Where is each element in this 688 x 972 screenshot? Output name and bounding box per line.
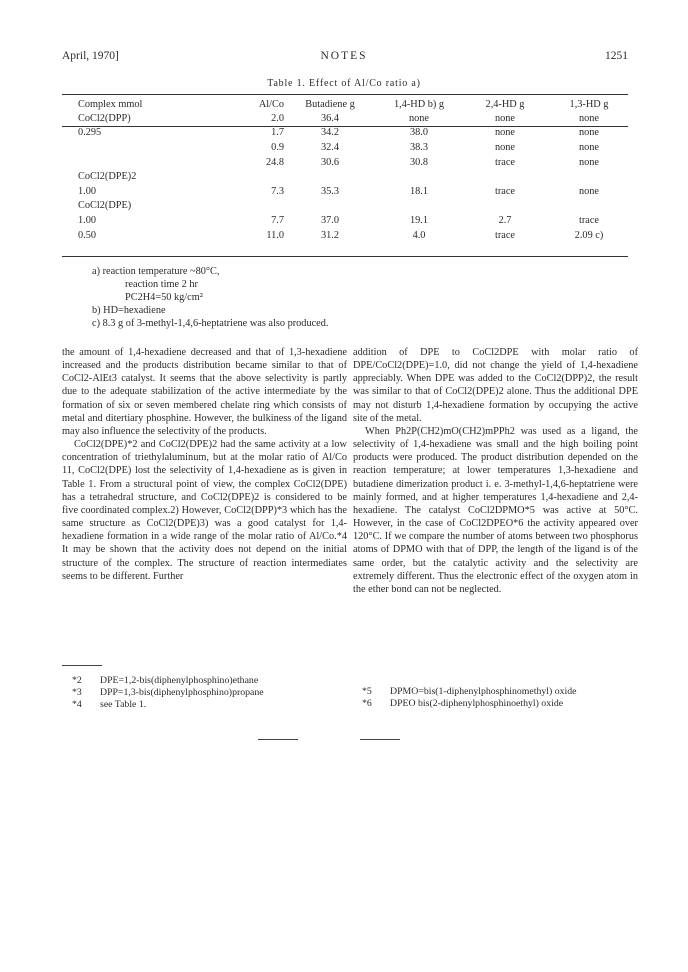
cell-butadiene: 31.2	[320, 229, 340, 241]
footnote-4: *4 see Table 1.	[72, 699, 147, 711]
cell-complex: 0.295	[78, 127, 102, 139]
results-table	[78, 97, 630, 242]
cell-24hd: none	[494, 112, 515, 124]
cell-24hd	[462, 199, 548, 214]
footnote-2: *2 DPE=1,2-bis(diphenylphosphino)ethane	[72, 675, 259, 686]
cell-butadiene	[284, 169, 376, 184]
cell-14hd: 18.1	[409, 185, 429, 197]
table-body	[78, 111, 630, 242]
cell-butadiene: 36.4	[320, 112, 340, 124]
page-end-rule-right	[360, 739, 400, 740]
note-a-line3: PC2H4=50 kg/cm²	[125, 292, 203, 303]
cell-alco: 1.7	[271, 127, 284, 139]
col-header-24hd: 2,4-HD g	[485, 98, 525, 110]
cell-13hd: trace	[578, 214, 599, 226]
cell-complex: 0.50	[78, 229, 97, 241]
table-row	[78, 199, 630, 214]
page-end-rule-left	[258, 739, 298, 740]
cell-13hd: none	[578, 156, 599, 168]
col-header-butadiene: Butadiene g	[305, 98, 355, 110]
cell-alco: 24.8	[265, 156, 284, 168]
left-footnote-rule	[62, 665, 102, 666]
cell-24hd: trace	[494, 229, 515, 241]
table-bottom-rule	[62, 256, 628, 257]
cell-13hd: none	[578, 185, 599, 197]
table-header-rule	[62, 126, 628, 127]
cell-24hd: none	[494, 127, 515, 139]
cell-butadiene	[284, 199, 376, 214]
left-paragraph-2: CoCl2(DPE)*2 and CoCl2(DPE)2 had the same activity at a low concentration of triethylaluminum, but at the molar ratio of Al/Co 11, CoCl2(DPE) lost the selectivity of 1,4-hexadiene as is given in Table 1. From a structural point of view, the complex CoCl2(DPE) has a tetrahedral structure, and CoCl2(DPE)2 is considered to be five coordinated complex.2) However, CoCl2(DPP)*3 which has the same structure as CoCl2(DPE)3) was a good catalyst for 1,4-hexadiene formation in a wide range of the molar ratio of Al/Co.*4 It may be shown that the activity does not depend on the initial structure of the complex. The structure of reaction intermediates seems to be different. Further	[62, 439, 347, 582]
cell-complex	[78, 155, 192, 170]
cell-complex	[78, 140, 192, 155]
cell-24hd: trace	[494, 185, 515, 197]
cell-alco	[192, 169, 284, 184]
cell-alco: 0.9	[271, 141, 284, 153]
running-header-left: April, 1970]	[62, 50, 119, 62]
table-row	[78, 126, 630, 141]
cell-14hd	[376, 199, 462, 214]
note-a-line1: a) reaction temperature ~80°C,	[92, 266, 220, 277]
cell-butadiene: 32.4	[320, 141, 340, 153]
cell-butadiene: 35.3	[320, 185, 340, 197]
table-top-rule	[62, 94, 628, 95]
cell-alco: 7.7	[271, 214, 284, 226]
table-caption: Table 1. Effect of Al/Co ratio a)	[267, 78, 421, 89]
footnote-3: *3 DPP=1,3-bis(diphenylphosphino)propane	[72, 687, 264, 699]
cell-13hd	[548, 199, 630, 214]
table-row	[78, 111, 630, 126]
table-row	[78, 155, 630, 170]
cell-24hd: none	[494, 141, 515, 153]
cell-complex: CoCl2(DPE)2	[78, 171, 137, 183]
cell-complex: 1.00	[78, 214, 97, 226]
cell-complex: 1.00	[78, 185, 97, 197]
left-paragraph-1: the amount of 1,4-hexadiene decreased and that of 1,3-hexadiene increased and the products distribution became similar to that of CoCl2-AlEt3 catalyst. It seems that the above selectivity is partly due to the adequate stabilization of the active intermediate by the formation of six or seven membered chelate ring which consists of metal and ditertiary phosphine. However, the bulkiness of the ligand may also influence the selectivity of the products.	[62, 347, 347, 437]
cell-13hd: none	[578, 112, 599, 124]
cell-complex: CoCl2(DPP)	[78, 112, 131, 124]
right-paragraph-2: When Ph2P(CH2)mO(CH2)mPPh2 was used as a ligand, the selectivity of 1,4-hexadiene was small and the high boiling point products were produced. The product distribution depended on the reaction temperature; at lower temperatures 1,3-hexadiene and butadiene dimerization product i. e. 3-methyl-1,4,6-heptatriene were mainly formed, and at higher temperatures 1,4-hexadiene and 2,4-hexadiene. The catalyst CoCl2DPMO*5 was active at 50°C. However, in the case of CoCl2DPEO*6 the activity appeared over 120°C. If we compare the number of atoms between two phosphorus atoms of DPMO with that of DPP, the length of the ligand is of the same order, but the catalytic activity and the selectivity are extremely different. Thus the electronic effect of the oxygen atom in the ether bond can not be neglected.	[353, 425, 638, 595]
footnote-6: *6 DPEO bis(2-diphenylphosphinoethyl) oxide	[362, 698, 564, 710]
cell-complex: CoCl2(DPE)	[78, 200, 132, 212]
col-header-14hd: 1,4-HD b) g	[393, 98, 445, 110]
footnote-5: *5 DPMO=bis(1-diphenylphosphinomethyl) oxide	[362, 686, 577, 697]
footnotes-left	[72, 675, 264, 712]
cell-14hd: 19.1	[409, 214, 429, 226]
cell-14hd: 38.0	[409, 127, 429, 139]
cell-alco: 11.0	[266, 229, 284, 241]
table-row	[78, 140, 630, 155]
cell-24hd: trace	[494, 156, 515, 168]
cell-14hd: 30.8	[409, 156, 429, 168]
table-row	[78, 228, 630, 243]
cell-13hd: none	[578, 141, 599, 153]
right-column	[353, 346, 638, 596]
cell-alco	[192, 199, 284, 214]
left-column	[62, 346, 347, 583]
cell-13hd: 2.09 c)	[574, 229, 604, 241]
col-header-alco: Al/Co	[258, 98, 284, 110]
table-row	[78, 213, 630, 228]
table-row	[78, 169, 630, 184]
cell-alco: 2.0	[271, 112, 284, 124]
page-number: 1251	[605, 50, 628, 62]
col-header-13hd: 1,3-HD g	[569, 98, 609, 110]
cell-14hd: none	[408, 112, 429, 124]
cell-13hd	[548, 169, 630, 184]
note-b: b) HD=hexadiene	[92, 305, 166, 316]
cell-butadiene: 37.0	[320, 214, 340, 226]
footnotes-right	[362, 686, 577, 710]
table-notes	[92, 265, 328, 330]
col-header-complex: Complex mmol	[78, 98, 143, 110]
right-paragraph-1: addition of DPE to CoCl2DPE with molar ratio of DPE/CoCl2(DPE)=1.0, did not change the yield of 1,4-hexadiene appreciably. When DPE was added to the CoCl2(DPP)2, the result was similar to that of CoCl2(DPE)2 alone. Thus the additional DPE may not disturb 1,4-hexadiene formation by occupying the active site of the metal.	[353, 347, 638, 424]
cell-butadiene: 30.6	[320, 156, 340, 168]
cell-14hd	[376, 169, 462, 184]
cell-alco: 7.3	[271, 185, 284, 197]
cell-14hd: 4.0	[412, 229, 426, 241]
cell-butadiene: 34.2	[320, 127, 340, 139]
running-header-title: NOTES	[320, 50, 368, 62]
cell-24hd	[462, 169, 548, 184]
table-row	[78, 184, 630, 199]
cell-13hd: none	[578, 127, 599, 139]
note-a-line2: reaction time 2 hr	[125, 279, 198, 290]
cell-14hd: 38.3	[409, 141, 429, 153]
note-c: c) 8.3 g of 3-methyl-1,4,6-heptatriene was also produced.	[92, 318, 329, 329]
cell-24hd: 2.7	[498, 214, 512, 226]
